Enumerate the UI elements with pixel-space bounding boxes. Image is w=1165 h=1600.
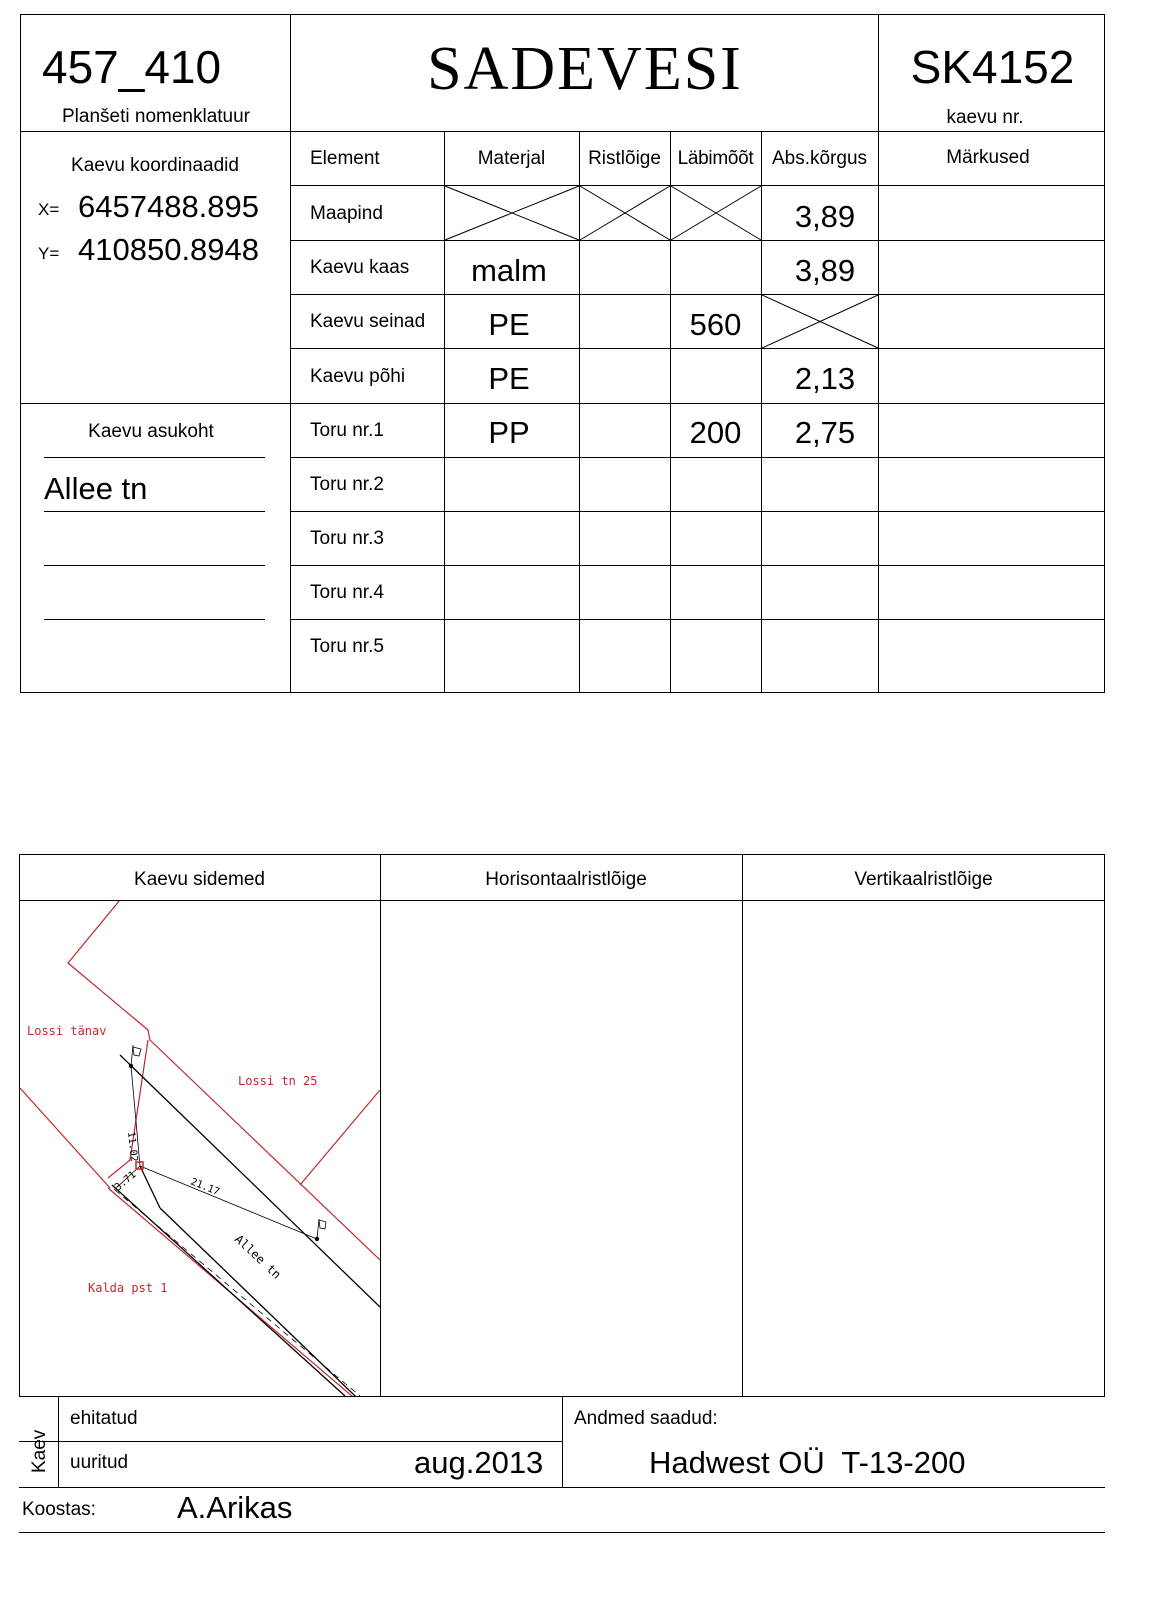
column-header: Ristlõige [588,148,661,169]
section-title-horizontal: Horisontaalristlõige [485,869,647,890]
well-number: SK4152 [910,41,1075,93]
side-label: Kaev [29,1429,50,1473]
row-element: Toru nr.5 [310,636,384,657]
dimension-label: 11.02 [125,1131,140,1163]
column-header: Element [310,148,380,169]
cell-elevation: 3,89 [794,199,856,234]
built-label: ehitatud [70,1408,138,1429]
sheet-caption: Planšeti nomenklatuur [62,106,250,127]
column-header: Läbimõõt [677,148,754,169]
surveyed-label: uuritud [70,1452,129,1473]
column-header: Materjal [477,148,546,169]
cell-elevation: 2,75 [794,415,856,450]
well-caption: kaevu nr. [946,107,1024,128]
row-element: Maapind [310,203,383,224]
row-element: Kaevu kaas [310,257,410,278]
y-label: Y= [38,244,60,263]
map-label-kalda: Kalda pst 1 [88,1281,168,1295]
divider [19,1487,1105,1488]
column-header: Abs.kõrgus [771,148,868,169]
divider [58,1397,59,1487]
location-label: Kaevu asukoht [88,421,214,442]
sheet-number: 457_410 [42,41,222,93]
cell-material: PE [488,361,530,396]
cell-diameter: 560 [689,307,742,342]
author-name: A.Arikas [177,1490,293,1525]
row-element: Kaevu seinad [310,311,426,332]
location-value: Allee tn [44,471,148,506]
column-header: Märkused [946,147,1030,168]
dimension-label: 21.17 [188,1176,221,1199]
dimension-label: 3.71 [112,1169,139,1194]
row-element: Toru nr.1 [310,420,384,441]
divider [19,1441,562,1442]
cell-material: PE [488,307,530,342]
row-element: Kaevu põhi [310,366,406,387]
cell-material: PP [488,415,530,450]
coordinates-label: Kaevu koordinaadid [71,155,239,176]
row-element: Toru nr.4 [310,582,384,603]
measurement-lines [114,1066,317,1239]
map-label-allee: Allee tn [231,1231,284,1282]
divider [19,1532,1105,1533]
row-element: Toru nr.2 [310,474,384,495]
data-source: Hadwest OÜ T-13-200 [649,1445,966,1480]
surveyed-date: aug.2013 [414,1445,544,1480]
x-label: X= [38,200,60,219]
map-label-lossi-25: Lossi tn 25 [238,1074,318,1088]
page-title: SADEVESI [427,35,743,103]
cell-material: malm [471,253,547,288]
data-source-label: Andmed saadud: [574,1408,718,1429]
cell-diameter: 200 [689,415,742,450]
section-title-ties: Kaevu sidemed [134,869,265,890]
y-value: 410850.8948 [78,232,260,267]
cell-elevation: 3,89 [794,253,856,288]
map-label-lossi-street: Lossi tänav [27,1024,107,1038]
row-element: Toru nr.3 [310,528,384,549]
x-value: 6457488.895 [78,189,260,224]
divider [562,1397,563,1487]
parcel-boundary [20,900,380,1420]
cell-elevation: 2,13 [794,361,856,396]
author-label: Koostas: [22,1499,96,1520]
section-title-vertical: Vertikaalristlõige [854,869,993,890]
